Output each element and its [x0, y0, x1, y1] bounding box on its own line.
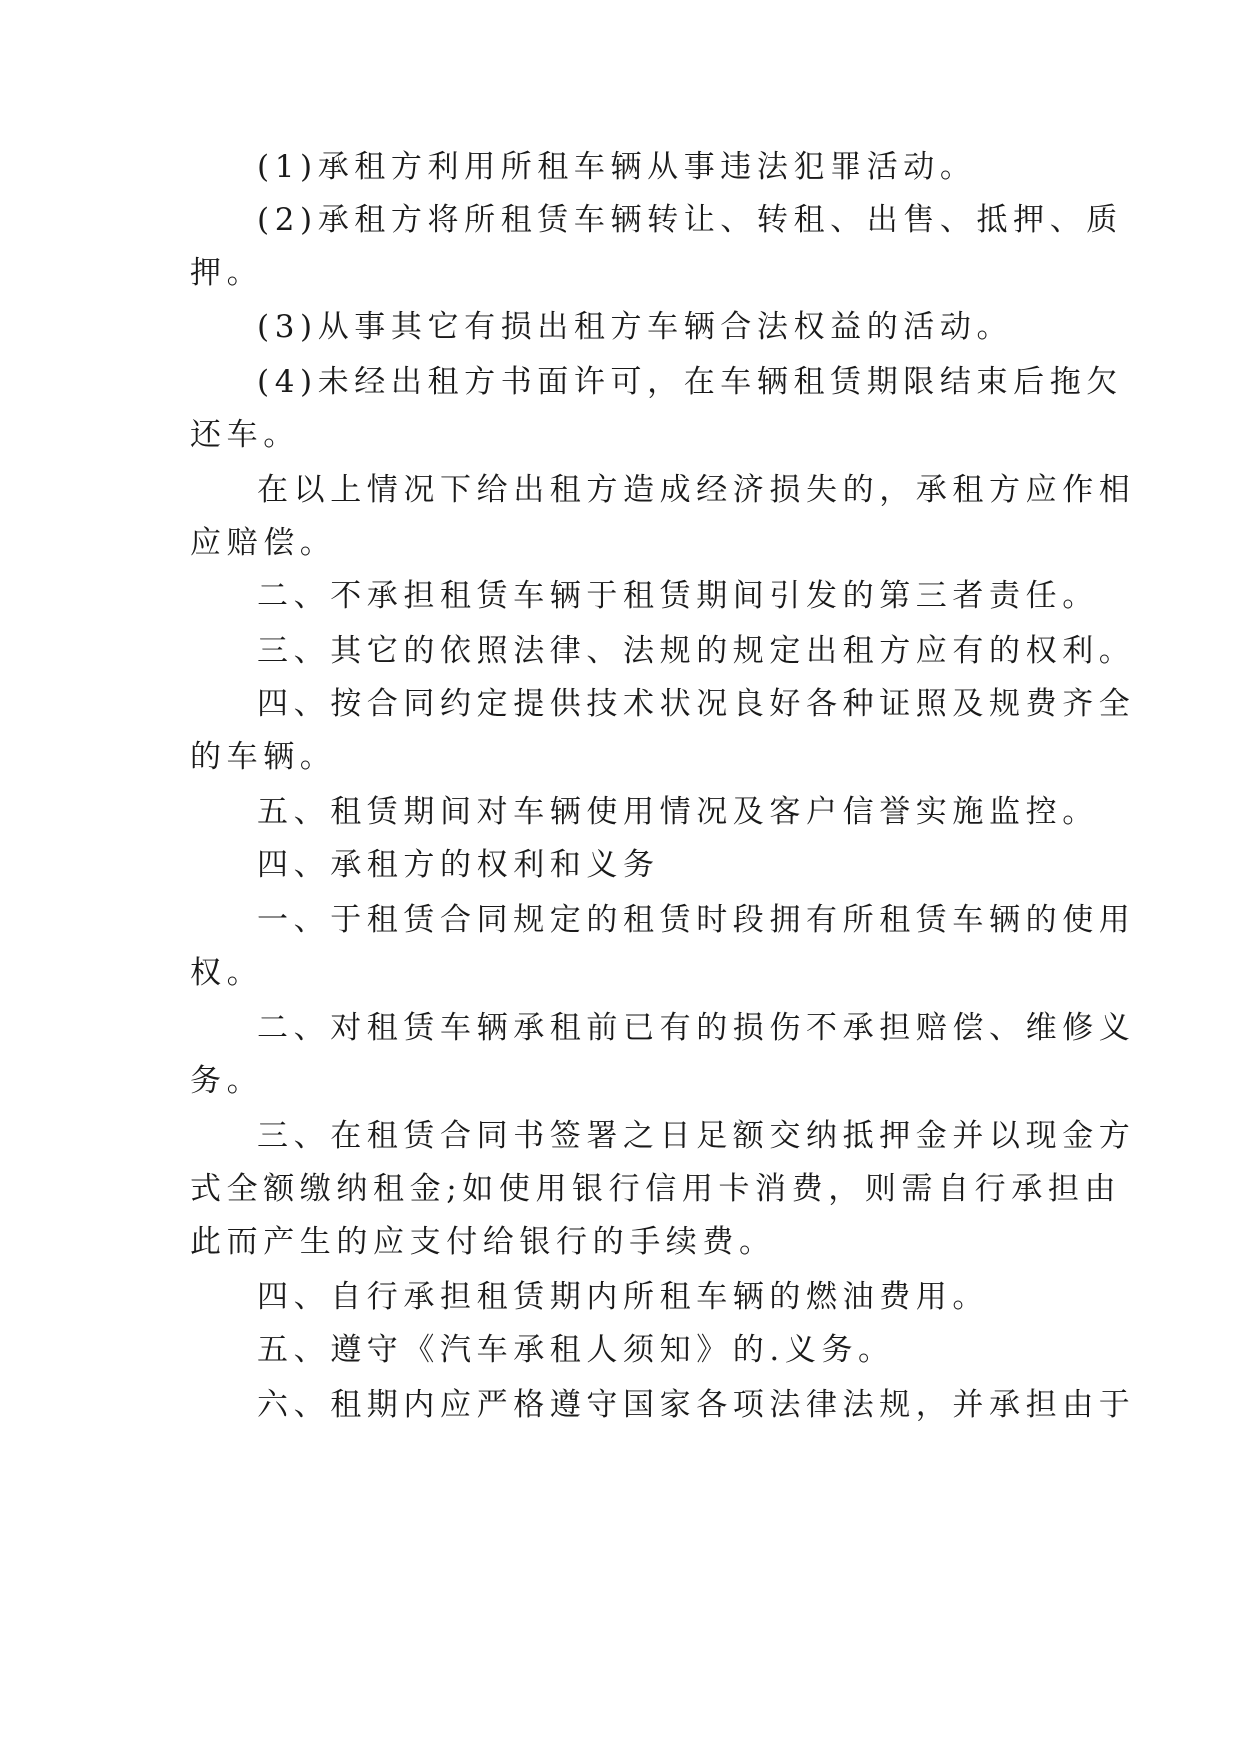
- text-line: 六、租期内应严格遵守国家各项法律法规，并承担由于: [257, 1387, 1136, 1423]
- text-line: 三、在租赁合同书签署之日足额交纳抵押金并以现金方: [257, 1118, 1136, 1154]
- text-line: 五、遵守《汽车承租人须知》的.义务。: [257, 1332, 895, 1368]
- text-line: 在以上情况下给出租方造成经济损失的，承租方应作相: [257, 472, 1136, 508]
- text-line: 的车辆。: [190, 739, 337, 775]
- text-line: 此而产生的应支付给银行的手续费。: [190, 1224, 776, 1260]
- text-line: (4)未经出租方书面许可，在车辆租赁期限结束后拖欠: [257, 364, 1123, 400]
- text-line: 一、于租赁合同规定的租赁时段拥有所租赁车辆的使用: [257, 902, 1136, 938]
- text-line: 四、自行承担租赁期内所租车辆的燃油费用。: [257, 1279, 989, 1315]
- text-line: (1)承租方利用所租车辆从事违法犯罪活动。: [257, 149, 977, 185]
- text-line: 五、租赁期间对车辆使用情况及客户信誉实施监控。: [257, 794, 1099, 830]
- section-heading: 四、承租方的权利和义务: [257, 847, 660, 883]
- text-line: 四、按合同约定提供技术状况良好各种证照及规费齐全: [257, 686, 1136, 722]
- text-line: 应赔偿。: [190, 525, 337, 561]
- text-line: 还车。: [190, 417, 300, 453]
- text-line: 二、对租赁车辆承租前已有的损伤不承担赔偿、维修义: [257, 1010, 1136, 1046]
- text-line: (2)承租方将所租赁车辆转让、转租、出售、抵押、质: [257, 202, 1123, 238]
- text-line: 权。: [190, 955, 264, 991]
- text-line: 务。: [190, 1063, 264, 1099]
- text-line: 押。: [190, 255, 264, 291]
- text-line: (3)从事其它有损出租方车辆合法权益的活动。: [257, 309, 1014, 345]
- text-line: 二、不承担租赁车辆于租赁期间引发的第三者责任。: [257, 578, 1099, 614]
- text-line: 式全额缴纳租金;如使用银行信用卡消费，则需自行承担由: [190, 1171, 1122, 1207]
- text-line: 三、其它的依照法律、法规的规定出租方应有的权利。: [257, 633, 1136, 669]
